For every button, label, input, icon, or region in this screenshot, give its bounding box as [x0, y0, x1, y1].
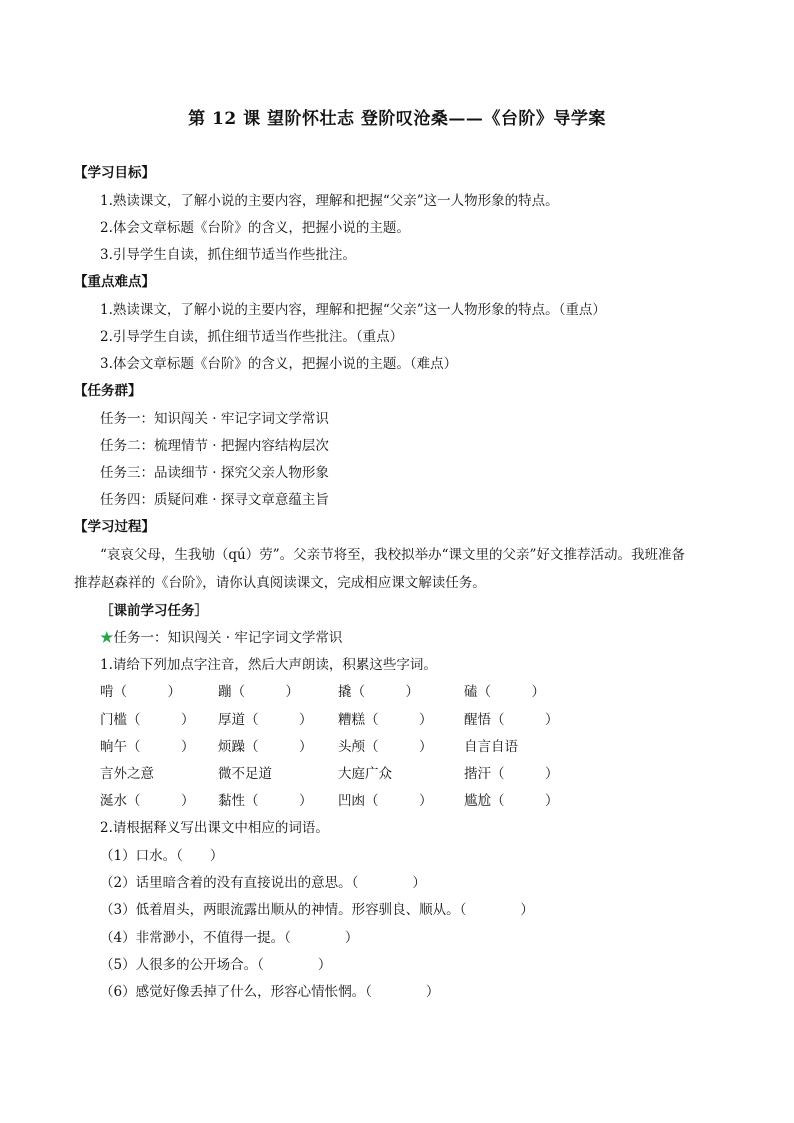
question-1: 1.请给下列加点字注音，然后大声朗读，积累这些字词。: [100, 657, 437, 673]
process-heading: 【学习过程】: [74, 519, 155, 535]
objective-item: 1.熟读课文，了解小说的主要内容，理解和把握“父亲”这一人物形象的特点。: [100, 193, 559, 209]
question-2: 2.请根据释义写出课文中相应的词语。: [100, 820, 329, 836]
word-item: 微不足道: [218, 766, 272, 782]
word-item: 门槛（ ）: [100, 712, 195, 728]
definition-item: （5）人很多的公开场合。（ ）: [100, 957, 332, 973]
task-item: 任务一：知识闯关 · 牢记字词文学常识: [100, 411, 329, 427]
keypoint-item: 2.引导学生自读，抓住细节适当作些批注。（重点）: [100, 329, 404, 345]
word-item: 醒悟（ ）: [464, 712, 559, 728]
word-item: 蹦（ ）: [218, 684, 299, 700]
definition-item: （1）口水。（ ）: [100, 848, 224, 864]
word-item: 自言自语: [464, 739, 518, 755]
word-item: 黏性（ ）: [218, 793, 313, 809]
word-item: 头颅（ ）: [338, 739, 433, 755]
task1-heading: [100, 629, 342, 647]
definition-item: （4）非常渺小，不值得一提。（ ）: [100, 930, 359, 946]
pre-class-heading: ［课前学习任务］: [100, 603, 208, 619]
definition-item: （6）感觉好像丢掉了什么，形容心情怅惘。（ ）: [100, 984, 440, 1000]
word-item: 言外之意: [100, 766, 154, 782]
intro-paragraph-line: 推荐赵森祥的《台阶》，请你认真阅读课文，完成相应课文解读任务。: [74, 575, 486, 591]
word-item: 磕（ ）: [464, 684, 545, 700]
word-item: 啃（ ）: [100, 684, 181, 700]
page-title: 第 12 课 望阶怀壮志 登阶叹沧桑——《台阶》导学案: [188, 109, 606, 129]
objective-item: 2.体会文章标题《台阶》的含义，把握小说的主题。: [100, 220, 410, 236]
word-item: 揩汗（ ）: [464, 766, 559, 782]
keypoint-item: 1.熟读课文，了解小说的主要内容，理解和把握“父亲”这一人物形象的特点。（重点）: [100, 302, 606, 318]
task-item: 任务四：质疑问难 · 探寻文章意蕴主旨: [100, 492, 329, 508]
intro-paragraph-line: “哀哀父母，生我劬（qú）劳”。父亲节将至，我校拟举办“课文里的父亲”好文推荐活动。我班准备: [100, 547, 685, 563]
objective-item: 3.引导学生自读，抓住细节适当作些批注。: [100, 247, 356, 263]
word-item: 凹凼（ ）: [338, 793, 433, 809]
tasks-heading: 【任务群】: [74, 383, 142, 399]
word-item: 撬（ ）: [338, 684, 419, 700]
word-item: 尴尬（ ）: [464, 793, 559, 809]
task-item: 任务二：梳理情节 · 把握内容结构层次: [100, 438, 329, 454]
task-item: 任务三：品读细节 · 探究父亲人物形象: [100, 465, 329, 481]
word-item: 大庭广众: [338, 766, 392, 782]
word-item: 涎水（ ）: [100, 793, 195, 809]
objectives-heading: 【学习目标】: [74, 165, 155, 181]
task1-label: 任务一：知识闯关 · 牢记字词文学常识: [113, 630, 343, 646]
definition-item: （2）话里暗含着的没有直接说出的意思。（ ）: [100, 875, 426, 891]
word-item: 晌午（ ）: [100, 739, 195, 755]
star-icon: ★: [100, 630, 114, 646]
word-item: 糟糕（ ）: [338, 712, 433, 728]
word-item: 烦躁（ ）: [218, 739, 313, 755]
word-item: 厚道（ ）: [218, 712, 313, 728]
keypoints-heading: 【重点难点】: [74, 274, 155, 290]
keypoint-item: 3.体会文章标题《台阶》的含义，把握小说的主题。（难点）: [100, 356, 458, 372]
definition-item: （3）低着眉头，两眼流露出顺从的神情。形容驯良、顺从。（ ）: [100, 902, 534, 918]
